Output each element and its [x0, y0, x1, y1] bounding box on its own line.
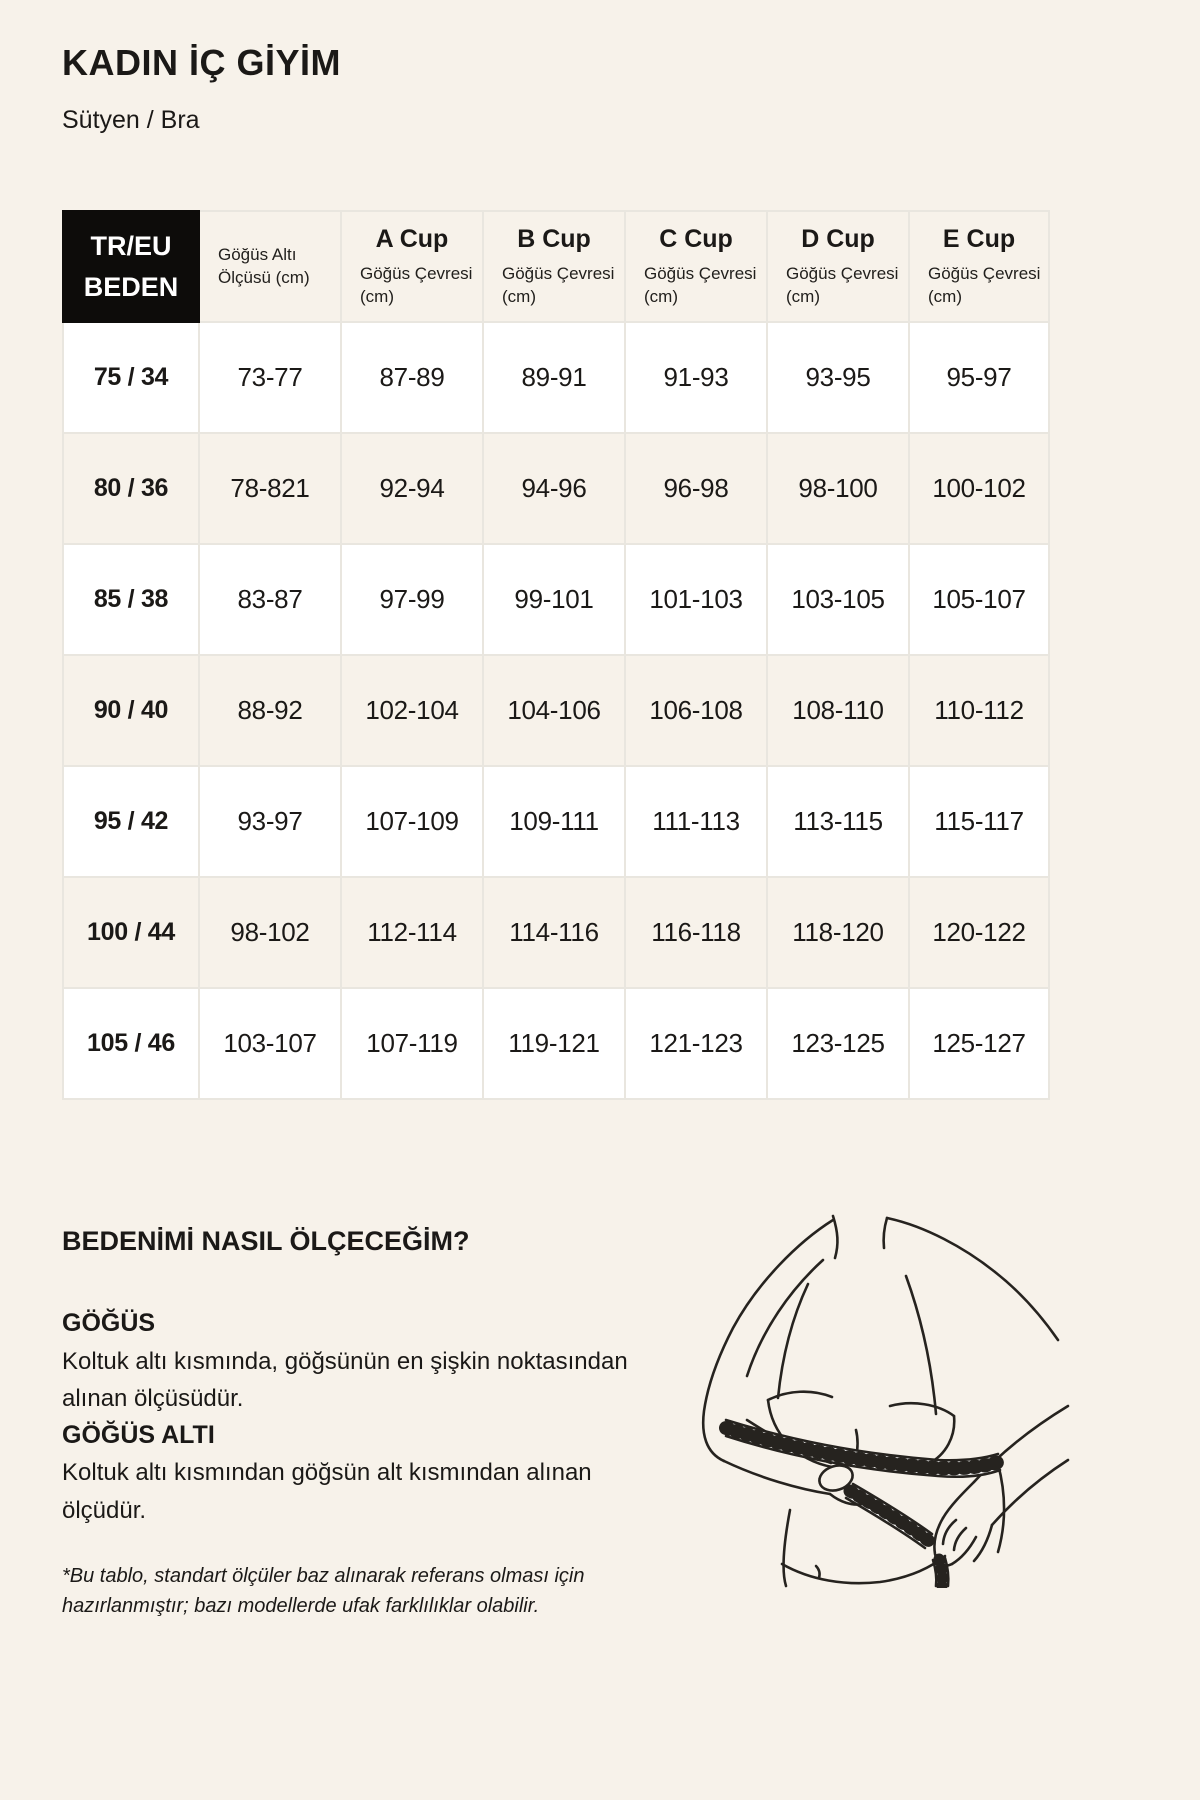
underbust-header-label: Göğüs Altı Ölçüsü (cm)	[218, 244, 310, 287]
cup-a-sub: Göğüs Çevresi (cm)	[360, 263, 473, 306]
row-cup-value: 123-125	[767, 988, 909, 1099]
torso-outline	[703, 1216, 1068, 1586]
table-row	[63, 988, 1049, 1099]
cup-column-header-e	[909, 211, 1049, 322]
row-underbust: 88-92	[199, 655, 341, 766]
cup-column-header-a	[341, 211, 483, 322]
row-size: 105 / 46	[63, 988, 199, 1099]
table-row	[63, 766, 1049, 877]
row-size: 75 / 34	[63, 322, 199, 433]
row-cup-value: 105-107	[909, 544, 1049, 655]
row-size: 80 / 36	[63, 433, 199, 544]
row-cup-value: 101-103	[625, 544, 767, 655]
row-cup-value: 103-105	[767, 544, 909, 655]
row-cup-value: 107-109	[341, 766, 483, 877]
table-header-row	[63, 211, 1049, 322]
row-cup-value: 98-100	[767, 433, 909, 544]
row-underbust: 93-97	[199, 766, 341, 877]
cup-b-name: B Cup	[517, 224, 591, 253]
row-cup-value: 107-119	[341, 988, 483, 1099]
page-title: KADIN İÇ GİYİM	[62, 42, 342, 83]
row-cup-value: 96-98	[625, 433, 767, 544]
row-cup-value: 119-121	[483, 988, 625, 1099]
guide-section-body-gogus: Koltuk altı kısmında, göğsünün en şişkin noktasından alınan ölçüsüdür.	[62, 1347, 628, 1412]
row-cup-value: 113-115	[767, 766, 909, 877]
cup-d-sub: Göğüs Çevresi (cm)	[786, 263, 899, 306]
row-underbust: 98-102	[199, 877, 341, 988]
row-cup-value: 115-117	[909, 766, 1049, 877]
guide-footnote: *Bu tablo, standart ölçüler baz alınarak referans olması için hazırlanmıştır; bazı modellerde ufak farklılıklar olabilir.	[62, 1564, 585, 1617]
row-underbust: 78-821	[199, 433, 341, 544]
page-subtitle: Sütyen / Bra	[62, 106, 200, 134]
row-underbust: 73-77	[199, 322, 341, 433]
row-underbust: 103-107	[199, 988, 341, 1099]
guide-heading: BEDENİMİ NASIL ÖLÇECEĞİM?	[62, 1226, 470, 1256]
cup-a-name: A Cup	[375, 224, 449, 253]
cup-column-header-d	[767, 211, 909, 322]
table-row	[63, 544, 1049, 655]
cup-c-name: C Cup	[659, 224, 733, 253]
row-cup-value: 116-118	[625, 877, 767, 988]
guide-section-title-gogus-alti: GÖĞÜS ALTI	[62, 1420, 215, 1449]
bra-size-table	[62, 210, 1050, 1100]
row-cup-value: 91-93	[625, 322, 767, 433]
row-cup-value: 110-112	[909, 655, 1049, 766]
row-cup-value: 111-113	[625, 766, 767, 877]
table-row	[63, 877, 1049, 988]
size-header-line1: TR/EU	[90, 231, 172, 261]
cup-c-sub: Göğüs Çevresi (cm)	[644, 263, 757, 306]
right-hand	[934, 1482, 992, 1566]
row-cup-value: 87-89	[341, 322, 483, 433]
size-column-header	[63, 211, 199, 322]
row-size: 100 / 44	[63, 877, 199, 988]
row-size: 85 / 38	[63, 544, 199, 655]
row-cup-value: 104-106	[483, 655, 625, 766]
row-cup-value: 109-111	[483, 766, 625, 877]
measure-guide	[62, 1226, 647, 1621]
row-cup-value: 99-101	[483, 544, 625, 655]
row-cup-value: 93-95	[767, 322, 909, 433]
table-row	[63, 655, 1049, 766]
row-size: 90 / 40	[63, 655, 199, 766]
row-cup-value: 118-120	[767, 877, 909, 988]
row-cup-value: 120-122	[909, 877, 1049, 988]
row-cup-value: 95-97	[909, 322, 1049, 433]
row-cup-value: 92-94	[341, 433, 483, 544]
row-size: 95 / 42	[63, 766, 199, 877]
cup-b-sub: Göğüs Çevresi (cm)	[502, 263, 615, 306]
guide-section-title-gogus: GÖĞÜS	[62, 1309, 156, 1337]
row-cup-value: 114-116	[483, 877, 625, 988]
row-cup-value: 102-104	[341, 655, 483, 766]
bra-measure-illustration	[640, 1168, 1070, 1588]
row-cup-value: 121-123	[625, 988, 767, 1099]
row-cup-value: 112-114	[341, 877, 483, 988]
row-cup-value: 100-102	[909, 433, 1049, 544]
measuring-tape	[726, 1420, 1000, 1586]
cup-e-sub: Göğüs Çevresi (cm)	[928, 263, 1041, 306]
row-cup-value: 94-96	[483, 433, 625, 544]
table-row	[63, 433, 1049, 544]
cup-column-header-b	[483, 211, 625, 322]
size-header-line2: BEDEN	[83, 271, 179, 302]
cup-e-name: E Cup	[942, 224, 1016, 253]
row-cup-value: 125-127	[909, 988, 1049, 1099]
size-table-body	[63, 322, 1049, 1099]
row-cup-value: 89-91	[483, 322, 625, 433]
guide-section-body-gogus-alti: Koltuk altı kısmından göğsün alt kısmından alınan ölçüdür.	[62, 1459, 592, 1524]
table-row	[63, 322, 1049, 433]
cup-d-name: D Cup	[801, 224, 875, 253]
cup-column-header-c	[625, 211, 767, 322]
row-cup-value: 108-110	[767, 655, 909, 766]
row-cup-value: 106-108	[625, 655, 767, 766]
row-cup-value: 97-99	[341, 544, 483, 655]
row-underbust: 83-87	[199, 544, 341, 655]
underbust-column-header	[199, 211, 341, 322]
